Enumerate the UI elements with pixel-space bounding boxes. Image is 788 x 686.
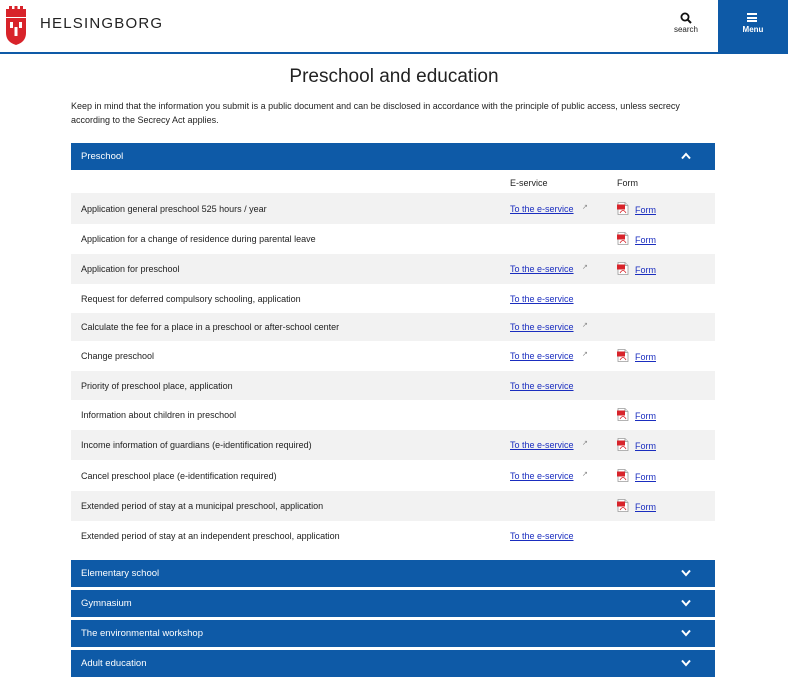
- form-link[interactable]: Form: [635, 235, 656, 245]
- row-label: Income information of guardians (e-identification required): [81, 440, 312, 450]
- accordion-adult-education[interactable]: [71, 650, 715, 677]
- menu-button[interactable]: [718, 0, 788, 54]
- column-header-form: Form: [617, 178, 638, 188]
- row-label: Application general preschool 525 hours / year: [81, 204, 267, 214]
- row-label: Change preschool: [81, 351, 155, 361]
- pdf-file-icon[interactable]: [617, 262, 629, 275]
- external-link-icon: ↗: [582, 351, 588, 358]
- table-row: [71, 400, 715, 430]
- search-label: search: [673, 25, 698, 34]
- external-link-icon: ↗: [582, 440, 588, 447]
- accordion-the-environmental-workshop[interactable]: [71, 620, 715, 647]
- pdf-file-icon[interactable]: [617, 469, 629, 482]
- hamburger-icon: [747, 13, 757, 21]
- pdf-file-icon[interactable]: [617, 408, 629, 421]
- row-label: Extended period of stay at a municipal preschool, application: [81, 501, 324, 511]
- row-label: Application for preschool: [81, 264, 180, 274]
- eservice-link[interactable]: To the e-service: [510, 440, 574, 450]
- form-link[interactable]: Form: [635, 265, 656, 275]
- row-label: Information about children in preschool: [81, 410, 237, 420]
- table-row: [71, 254, 715, 284]
- column-header-eservice: E-service: [510, 178, 548, 188]
- row-label: Application for a change of residence during parental leave: [81, 234, 316, 244]
- table-row: [71, 460, 715, 491]
- row-label: Cancel preschool place (e-identification required): [81, 471, 277, 481]
- pdf-file-icon[interactable]: [617, 499, 629, 512]
- form-link[interactable]: Form: [635, 441, 656, 451]
- menu-label: Menu: [742, 25, 764, 34]
- intro-text: Keep in mind that the information you submit is a public document and can be disclosed in accordance with the principle of public access, unless secrecy according to the Secrecy Act applies.: [71, 101, 680, 125]
- accordion-label: The environmental workshop: [81, 628, 203, 639]
- helsingborg-crest-icon[interactable]: [4, 5, 28, 45]
- chevron-down-icon: [681, 599, 691, 607]
- page-title: Preschool and education: [289, 66, 499, 87]
- eservice-link[interactable]: To the e-service: [510, 204, 574, 214]
- row-label: Priority of preschool place, application: [81, 381, 233, 391]
- chevron-up-icon: [681, 152, 691, 160]
- accordion-label: Adult education: [81, 658, 147, 669]
- eservice-link[interactable]: To the e-service: [510, 531, 574, 541]
- row-label: Extended period of stay at an independent preschool, application: [81, 531, 340, 541]
- form-link[interactable]: Form: [635, 205, 656, 215]
- table-row: [71, 491, 715, 521]
- pdf-file-icon[interactable]: [617, 232, 629, 245]
- eservice-link[interactable]: To the e-service: [510, 351, 574, 361]
- eservice-link[interactable]: To the e-service: [510, 264, 574, 274]
- pdf-file-icon[interactable]: [617, 202, 629, 215]
- form-link[interactable]: Form: [635, 352, 656, 362]
- pdf-file-icon[interactable]: [617, 349, 629, 362]
- search-button[interactable]: [660, 0, 712, 52]
- form-link[interactable]: Form: [635, 502, 656, 512]
- table-row: [71, 193, 715, 224]
- site-header: [0, 0, 788, 54]
- external-link-icon: ↗: [582, 204, 588, 211]
- pdf-file-icon[interactable]: [617, 438, 629, 451]
- table-row: [71, 284, 715, 313]
- table-row: [71, 313, 715, 341]
- external-link-icon: ↗: [582, 264, 588, 271]
- accordion-label: Preschool: [81, 151, 124, 162]
- table-row: [71, 371, 715, 400]
- chevron-down-icon: [681, 659, 691, 667]
- brand-name[interactable]: HELSINGBORG: [40, 15, 164, 32]
- external-link-icon: ↗: [582, 471, 588, 478]
- search-icon: [680, 12, 692, 24]
- accordion-label: Elementary school: [81, 568, 160, 579]
- accordion-gymnasium[interactable]: [71, 590, 715, 617]
- table-row: [71, 430, 715, 460]
- form-link[interactable]: Form: [635, 411, 656, 421]
- eservice-link[interactable]: To the e-service: [510, 381, 574, 391]
- accordion-label: Gymnasium: [81, 598, 132, 609]
- row-label: Request for deferred compulsory schooling, application: [81, 294, 301, 304]
- row-label: Calculate the fee for a place in a preschool or after-school center: [81, 322, 340, 332]
- chevron-down-icon: [681, 629, 691, 637]
- eservice-link[interactable]: To the e-service: [510, 322, 574, 332]
- eservice-link[interactable]: To the e-service: [510, 294, 574, 304]
- accordion-preschool[interactable]: [71, 143, 715, 170]
- eservice-link[interactable]: To the e-service: [510, 471, 574, 481]
- external-link-icon: ↗: [582, 322, 588, 329]
- form-link[interactable]: Form: [635, 472, 656, 482]
- table-row: [71, 521, 715, 551]
- accordion-elementary-school[interactable]: [71, 560, 715, 587]
- chevron-down-icon: [681, 569, 691, 577]
- table-row: [71, 341, 715, 371]
- table-row: [71, 224, 715, 254]
